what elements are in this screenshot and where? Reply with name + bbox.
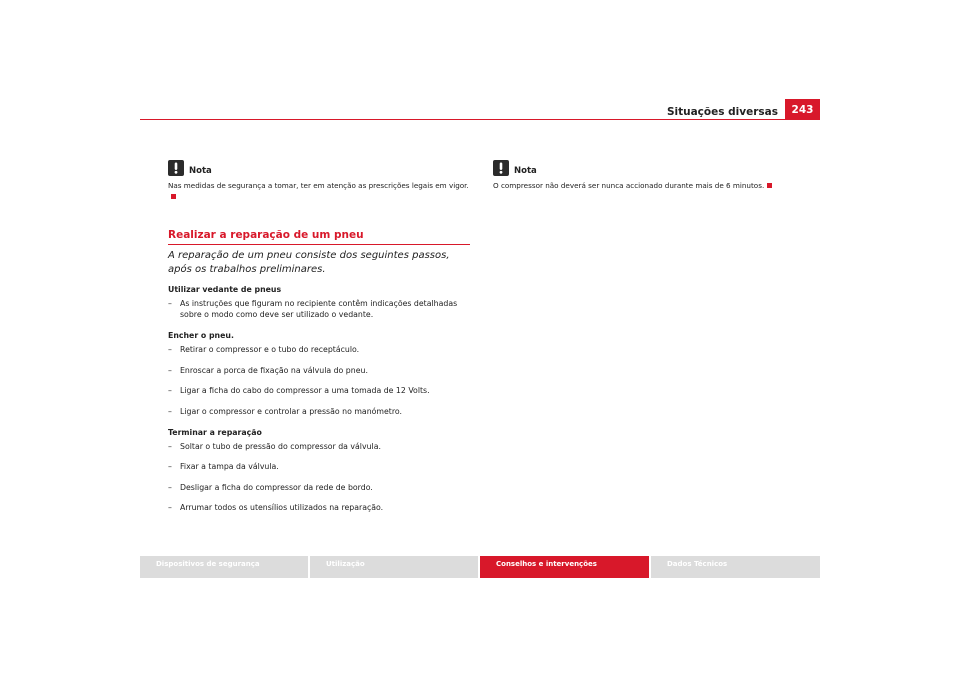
step-text: Ligar a ficha do cabo do compressor a uma tomada de 12 Volts. <box>180 386 430 395</box>
step-group-heading: Terminar a reparação <box>168 427 262 437</box>
dash-bullet: – <box>168 386 172 395</box>
footer-tab-technical-data[interactable]: Dados Técnicos <box>651 556 820 578</box>
step-item <box>168 502 473 513</box>
step-item <box>168 298 473 320</box>
step-item <box>168 482 473 493</box>
header-rule <box>140 119 820 120</box>
step-group-heading: Utilizar vedante de pneus <box>168 285 282 294</box>
exclamation-note-icon <box>168 160 184 176</box>
dash-bullet: – <box>168 462 172 471</box>
dash-bullet: – <box>168 299 172 308</box>
dash-bullet: – <box>168 365 172 375</box>
footer-tab-usage[interactable]: Utilização <box>310 556 478 578</box>
note-compressor <box>493 158 813 191</box>
header-title: Situações diversas <box>666 106 778 118</box>
step-text: Ligar o compressor e controlar a pressão no manómetro. <box>180 406 403 416</box>
step-item <box>168 385 473 396</box>
note-header <box>168 158 473 176</box>
step-item <box>168 344 473 355</box>
step-text: Enroscar a porca de fixação na válvula do pneu. <box>180 365 368 375</box>
note-header <box>493 158 813 176</box>
footer-tab-advice[interactable]: Conselhos e intervenções <box>480 556 649 578</box>
section-heading: Realizar a reparação de um pneu <box>168 229 470 245</box>
footer-tab-safety[interactable]: Dispositivos de segurança <box>140 556 308 578</box>
exclamation-note-icon <box>493 160 509 176</box>
page-number: 243 <box>785 99 820 119</box>
step-text: Fixar a tampa da válvula. <box>180 462 279 471</box>
note-text <box>168 180 473 202</box>
dash-bullet: – <box>168 345 172 354</box>
dash-bullet: – <box>168 441 172 451</box>
step-item <box>168 365 473 376</box>
dash-bullet: – <box>168 406 172 416</box>
step-text: Soltar o tubo de pressão do compressor da válvula. <box>180 441 381 451</box>
note-safety <box>168 158 473 202</box>
note-title: Nota <box>514 166 537 176</box>
dash-bullet: – <box>168 482 172 492</box>
step-text: Desligar a ficha do compressor da rede de bordo. <box>180 482 373 492</box>
note-text <box>493 180 813 191</box>
step-item <box>168 461 473 472</box>
end-of-section-marker <box>171 194 176 199</box>
note-text-content: O compressor não deverá ser nunca accionado durante mais de 6 minutos. <box>493 181 765 190</box>
end-of-section-marker <box>767 183 772 188</box>
note-title: Nota <box>189 166 212 176</box>
step-group-heading: Encher o pneu. <box>168 331 234 340</box>
step-text: As instruções que figuram no recipiente contêm indicações detalhadas sobre o modo como deve ser utilizado o vedante. <box>180 299 458 319</box>
step-item <box>168 441 473 452</box>
dash-bullet: – <box>168 503 172 512</box>
procedure-steps <box>168 284 473 513</box>
step-text: Retirar o compressor e o tubo do receptáculo. <box>180 345 360 354</box>
section-intro: A reparação de um pneu consiste dos seguintes passos, após os trabalhos preliminares. <box>168 250 450 275</box>
note-text-content: Nas medidas de segurança a tomar, ter em atenção as prescrições legais em vigor. <box>168 181 469 190</box>
step-item <box>168 406 473 417</box>
step-text: Arrumar todos os utensílios utilizados na reparação. <box>180 503 384 512</box>
